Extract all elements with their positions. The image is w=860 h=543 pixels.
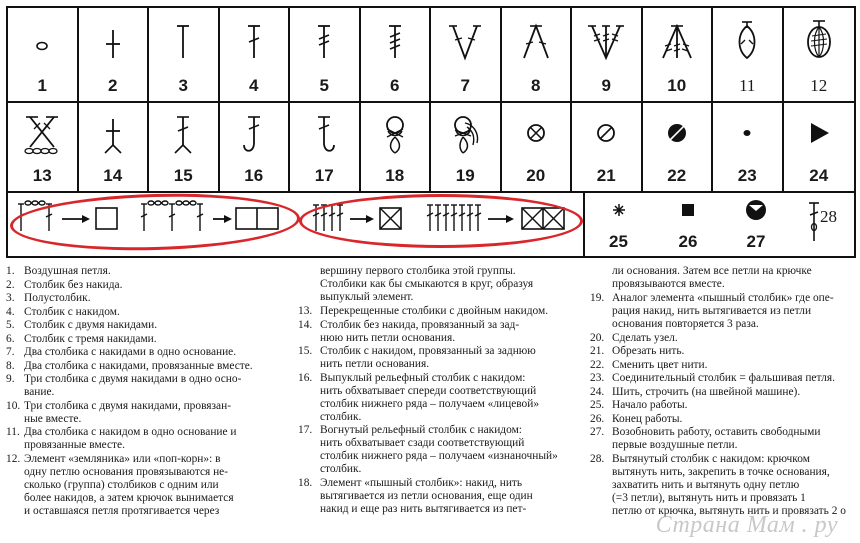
- legend-item-text: Шить, строчить (на швейной машине).: [612, 385, 801, 398]
- legend-item-text: Сделать узел.: [612, 331, 678, 344]
- legend-item-text: Столбик с накидом.: [24, 305, 120, 318]
- legend-item: [6, 346, 296, 359]
- legend-item-number: 26.: [590, 412, 605, 425]
- legend-item-text: Два столбика с накидом в одно основание и провязанные вместе.: [24, 426, 237, 451]
- symbol-cell-6: [361, 8, 432, 101]
- legend-item: [6, 373, 296, 399]
- symbol-number: 17: [314, 166, 334, 185]
- chain-stitch-icon: [20, 16, 64, 62]
- symbol-cell-1: [8, 8, 79, 101]
- single-crochet-icon: [91, 16, 135, 62]
- legend-item: [590, 359, 856, 372]
- symbol-cell-2: [79, 8, 150, 101]
- symbol-cell-24: [784, 101, 855, 191]
- symbol-number: 1: [37, 76, 47, 95]
- legend-item-number: 10.: [6, 399, 21, 412]
- legend-item-text: Перекрещенные столбики с двойным накидом.: [320, 305, 549, 317]
- slip-stitch-icon: [725, 109, 769, 155]
- symbol-number: 19: [455, 166, 475, 185]
- symbol-cell-11: [713, 8, 784, 101]
- dc2tog-icon: [514, 16, 558, 62]
- legend-item-number: 7.: [6, 346, 15, 358]
- symbol-chart: [6, 6, 856, 258]
- symbol-cell-4: [220, 8, 291, 101]
- legend-item-text: Вытянутый столбик с накидом: крючком вытянуть нить, закрепить в точке основания, захватить нить и вытянуть одну петлю (=3 петли), вытянуть нить и провязать 1 петлю от крючка, вытянуть нить и провязать 2 о: [612, 452, 846, 517]
- legend-item-text: Сменить цвет нити.: [612, 358, 708, 371]
- legend-item-number: 9.: [6, 373, 15, 385]
- symbol-number: 24: [809, 166, 829, 185]
- legend-item-text: Соединительный столбик = фальшивая петля.: [612, 372, 835, 384]
- legend-item-text: Столбик с накидом, провязанный за заднюю нить петли основания.: [320, 345, 536, 370]
- legend-item-text: Возобновить работу, оставить свободными первые воздушные петли.: [612, 426, 821, 451]
- double-treble-icon: [373, 16, 417, 62]
- legend-item-number: 15.: [298, 345, 313, 357]
- symbol-cell-26: [654, 191, 722, 256]
- symbol-number: 11: [739, 76, 756, 95]
- symbol-number: 2: [108, 76, 118, 95]
- legend-item-text: Полустолбик.: [24, 292, 91, 304]
- legend-item: [6, 319, 296, 332]
- symbol-row-3: [8, 191, 854, 256]
- symbol-cell-5: [290, 8, 361, 101]
- legend-item-number: 11.: [6, 426, 20, 438]
- legend-item: [298, 345, 578, 371]
- legend-item-number: 24.: [590, 385, 605, 398]
- symbol-cell-21: [572, 101, 643, 191]
- symbol-cell-15: [149, 101, 220, 191]
- legend-item-text: Столбик с двумя накидами.: [24, 319, 158, 331]
- site-watermark: Страна Мам . ру: [655, 512, 838, 538]
- legend-item-text: Три столбика с двумя накидами, провязан- ные вместе.: [24, 399, 231, 425]
- legend-item-text: Начало работы.: [612, 399, 688, 411]
- legend-item-text: Конец работы.: [612, 412, 683, 425]
- symbol-cell-28: [790, 191, 854, 256]
- legend-item-number: 17.: [298, 424, 313, 436]
- legend-item-text: Обрезать нить.: [612, 345, 685, 357]
- filled-square-icon: [668, 195, 708, 225]
- legend-item: [590, 413, 856, 426]
- legend-item: [6, 453, 296, 518]
- legend-item-number: 4.: [6, 305, 15, 318]
- symbol-cell-18: [361, 101, 432, 191]
- symbol-row-2: [8, 101, 854, 193]
- legend-item-number: 5.: [6, 319, 15, 331]
- legend-item-text: Столбик без накида.: [24, 278, 123, 291]
- change-color-icon: [655, 109, 699, 155]
- legend-column-3: [590, 265, 856, 518]
- symbol-cell-12: [784, 8, 855, 101]
- symbol-number: 16: [244, 166, 264, 185]
- symbol-cell-7: [431, 8, 502, 101]
- treble-crochet-icon: [302, 16, 346, 62]
- resume-work-icon: [736, 195, 776, 225]
- symbol-number: 3: [178, 76, 188, 95]
- symbol-number: 23: [737, 166, 757, 185]
- legend-item: [6, 265, 296, 278]
- legend-item-number: 21.: [590, 345, 605, 357]
- symbol-cell-3: [149, 8, 220, 101]
- legend-item-number: 6.: [6, 332, 15, 345]
- sc-back-loop-icon: [91, 109, 135, 155]
- symbol-cell-8: [502, 8, 573, 101]
- sew-arrow-icon: [797, 109, 841, 155]
- legend-item-number: 25.: [590, 399, 605, 411]
- symbol-number: 28: [820, 207, 837, 226]
- legend-item: [298, 305, 578, 318]
- symbol-cell-22: [643, 101, 714, 191]
- symbol-number: 7: [460, 76, 470, 95]
- front-post-dc-icon: [232, 109, 276, 155]
- legend-text: [0, 265, 860, 543]
- half-double-crochet-icon: [161, 16, 205, 62]
- legend-item: [590, 292, 856, 331]
- three-tr-together-icon: [655, 16, 699, 62]
- legend-item-number: 28.: [590, 452, 605, 465]
- legend-item-text: Столбик без накида, провязанный за зад- нюю нить петли основания.: [320, 318, 520, 344]
- legend-item-number: 13.: [298, 305, 313, 317]
- legend-item-number: 18.: [298, 476, 313, 489]
- symbol-cell-14: [79, 101, 150, 191]
- symbol-cell-25: [583, 191, 652, 256]
- legend-continuation: вершину первого столбика этой группы. Столбики как бы смыкаются в круг, образуя выпуклый элемент.: [320, 265, 534, 303]
- symbol-number: 4: [249, 76, 259, 95]
- legend-item: [298, 477, 578, 516]
- legend-column-2: [298, 265, 578, 516]
- symbol-cell-19: [431, 101, 502, 191]
- legend-item-number: 1.: [6, 265, 15, 277]
- symbol-number: 9: [601, 76, 611, 95]
- symbol-number: 5: [319, 76, 329, 95]
- symbol-number: 10: [667, 76, 687, 95]
- legend-item-text: Два столбика с накидами, провязанные вместе.: [24, 359, 253, 372]
- legend-item: [6, 279, 296, 292]
- legend-item-number: 2.: [6, 278, 15, 291]
- legend-item: [6, 292, 296, 305]
- symbol-number: 15: [173, 166, 193, 185]
- popcorn-stitch-icon: [797, 16, 841, 62]
- crossed-treble-icon: [20, 109, 64, 155]
- legend-item-text: Воздушная петля.: [24, 265, 111, 277]
- legend-item-text: Элемент «пышный столбик»: накид, нить вытягивается из петли основания, еще один накид и еще раз нить вытягивается из пет-: [320, 476, 533, 515]
- legend-item-text: Выпуклый рельефный столбик с накидом: нить обхватывает спереди соответствующий столбик нижнего ряда – получаем «лицевой» столбик.: [320, 371, 540, 423]
- symbol-number: 26: [678, 232, 698, 251]
- highlight-oval-2: [299, 194, 583, 248]
- double-crochet-icon: [232, 16, 276, 62]
- legend-item: [590, 453, 856, 518]
- legend-item-text: Элемент «земляника» или «поп-корн»: в одну петлю основания провязываются не- сколько (группа) столбиков с одним или более накидов, а затем крючок вынимается и оставшаяся петля протягивается через: [24, 452, 234, 517]
- cut-thread-icon: [584, 109, 628, 155]
- legend-item: [298, 424, 578, 476]
- legend-item: [6, 306, 296, 319]
- puff-stitch-3x-icon: [443, 109, 487, 155]
- symbol-number: 13: [32, 166, 52, 185]
- make-knot-icon: [514, 109, 558, 155]
- symbol-number: 27: [746, 232, 766, 251]
- legend-item-text: Столбик с тремя накидами.: [24, 332, 157, 345]
- symbol-row-1: [8, 8, 854, 103]
- legend-item-number: 19.: [590, 292, 605, 304]
- legend-column-1: [6, 265, 296, 518]
- symbol-cell-23: [713, 101, 784, 191]
- legend-item-number: 14.: [298, 318, 313, 331]
- symbol-cell-20: [502, 101, 573, 191]
- legend-continuation: ли основания. Затем все петли на крючке провязываются вместе.: [612, 265, 812, 290]
- symbol-number: 12: [810, 76, 828, 95]
- back-post-dc-icon: [302, 109, 346, 155]
- legend-item: [590, 345, 856, 358]
- legend-item: [6, 360, 296, 373]
- v-stitch-icon: [443, 16, 487, 62]
- legend-item: [590, 426, 856, 452]
- symbol-number: 14: [103, 166, 123, 185]
- legend-item-number: 12.: [6, 452, 21, 465]
- symbol-cell-16: [220, 101, 291, 191]
- legend-item: [6, 333, 296, 346]
- legend-item-number: 22.: [590, 358, 605, 371]
- symbol-number: 22: [667, 166, 687, 185]
- symbol-number: 25: [609, 232, 628, 251]
- legend-item-text: Три столбика с двумя накидами в одно осно- вание.: [24, 373, 242, 398]
- legend-item-number: 27.: [590, 426, 605, 438]
- legend-item: [590, 399, 856, 412]
- legend-item-number: 3.: [6, 292, 15, 304]
- legend-item-text: Аналог элемента «пышный столбик» где опе- рация накид, нить вытягивается из петли основания повторяется 3 раза.: [612, 292, 834, 330]
- puff-stitch-icon: [373, 109, 417, 155]
- legend-item: [298, 319, 578, 345]
- legend-item: [590, 386, 856, 399]
- dc-back-loop-icon: [161, 109, 205, 155]
- symbol-cell-9: [572, 8, 643, 101]
- legend-item-text: Вогнутый рельефный столбик с накидом: нить обхватывает сзади соответствующий столбик нижнего ряда – получаем «изнаночный» столбик.: [320, 424, 558, 475]
- three-tr-one-base-icon: [584, 16, 628, 62]
- symbol-number: 6: [390, 76, 400, 95]
- symbol-number: 20: [526, 166, 546, 185]
- symbol-cell-13: [8, 101, 79, 191]
- legend-item: [6, 400, 296, 426]
- two-dc-closed-icon: [725, 16, 769, 62]
- symbol-number: 18: [385, 166, 405, 185]
- symbol-number: 21: [596, 166, 616, 185]
- legend-item-number: 16.: [298, 371, 313, 384]
- symbol-cell-10: [643, 8, 714, 101]
- legend-item-number: 23.: [590, 372, 605, 384]
- legend-item: [298, 372, 578, 424]
- legend-item-number: 8.: [6, 359, 15, 372]
- symbol-cell-17: [290, 101, 361, 191]
- legend-item: [6, 426, 296, 452]
- legend-item-number: 20.: [590, 331, 605, 344]
- symbol-cell-27: [722, 191, 790, 256]
- legend-item: [590, 372, 856, 385]
- symbol-number: 8: [531, 76, 541, 95]
- legend-item: [590, 332, 856, 345]
- asterisk-icon: [599, 195, 639, 225]
- legend-item-text: Два столбика с накидами в одно основание.: [24, 346, 237, 358]
